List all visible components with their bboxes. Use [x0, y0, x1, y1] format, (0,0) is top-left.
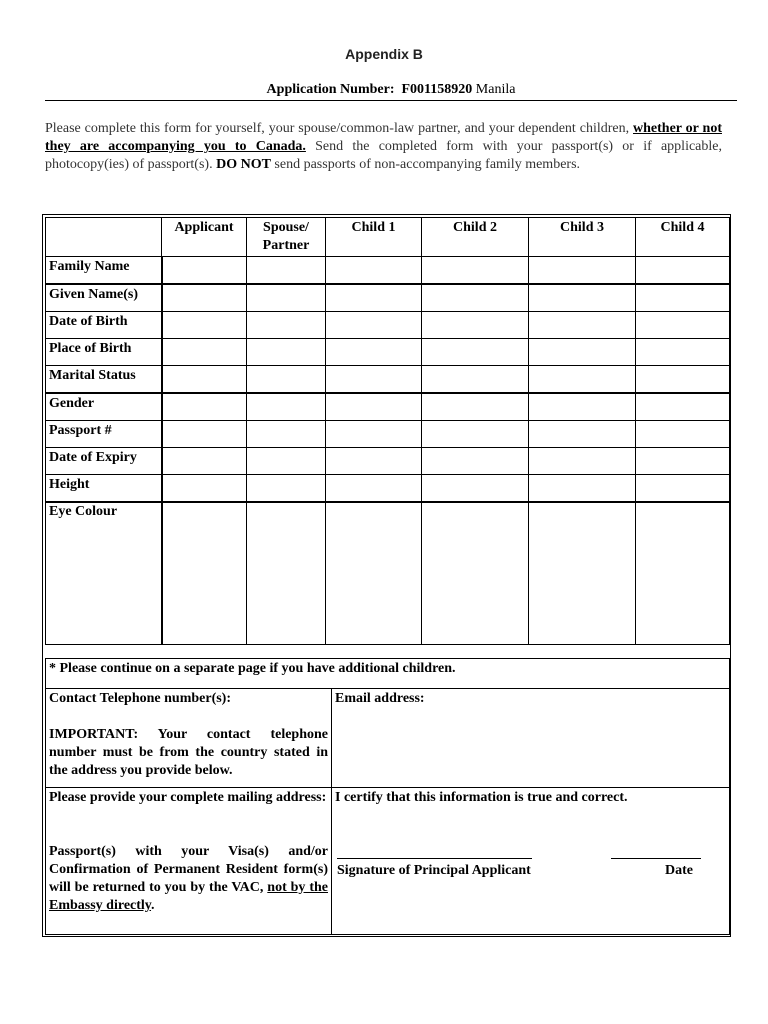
input-cell[interactable] — [247, 475, 326, 503]
input-cell[interactable] — [422, 421, 529, 448]
row-label: Family Name — [46, 257, 162, 285]
input-cell[interactable] — [326, 393, 422, 421]
mailing-address-cell[interactable] — [46, 788, 332, 935]
input-cell[interactable] — [162, 475, 247, 503]
table-row — [46, 312, 730, 339]
certification-cell — [332, 788, 730, 935]
input-cell[interactable] — [326, 502, 422, 645]
input-cell[interactable] — [422, 393, 529, 421]
input-cell[interactable] — [326, 284, 422, 312]
column-header-applicant: Applicant — [162, 218, 247, 257]
date-label: Date — [665, 863, 693, 878]
input-cell[interactable] — [247, 339, 326, 366]
input-cell[interactable] — [529, 421, 636, 448]
input-cell[interactable] — [162, 312, 247, 339]
input-cell[interactable] — [636, 366, 730, 394]
passport-note-underlined: not by the Embassy directly — [49, 880, 328, 913]
input-cell[interactable] — [162, 421, 247, 448]
certify-statement: I certify that this information is true and correct. — [335, 790, 628, 805]
important-note: IMPORTANT: Your contact telephone number must be from the country stated in the address you provide below. — [49, 727, 328, 778]
input-cell[interactable] — [529, 312, 636, 339]
table-row — [46, 475, 730, 503]
input-cell[interactable] — [247, 393, 326, 421]
email-cell[interactable] — [332, 689, 730, 788]
email-label: Email address: — [335, 691, 425, 706]
signature-line[interactable] — [337, 858, 532, 859]
intro-do-not: DO NOT — [216, 157, 271, 172]
input-cell[interactable] — [529, 257, 636, 285]
table-row — [46, 284, 730, 312]
appendix-title: Appendix B — [345, 46, 423, 62]
date-line[interactable] — [611, 858, 701, 859]
input-cell[interactable] — [422, 448, 529, 475]
mailing-address-label: Please provide your complete mailing address: — [49, 790, 327, 805]
table-row — [46, 421, 730, 448]
input-cell[interactable] — [162, 393, 247, 421]
input-cell[interactable] — [326, 366, 422, 394]
row-label: Passport # — [46, 421, 162, 448]
input-cell[interactable] — [326, 339, 422, 366]
input-cell[interactable] — [636, 421, 730, 448]
passport-note-text: Passport(s) with your Visa(s) and/or Confirmation of Permanent Resident form(s) will be returned to you by the VAC, — [49, 844, 328, 895]
family-info-table — [45, 217, 730, 645]
input-cell[interactable] — [529, 448, 636, 475]
table-row — [46, 502, 730, 645]
input-cell[interactable] — [529, 339, 636, 366]
input-cell[interactable] — [162, 502, 247, 645]
table-row — [46, 366, 730, 394]
intro-paragraph — [45, 120, 722, 174]
column-header-child-3: Child 3 — [529, 218, 636, 257]
row-label: Date of Birth — [46, 312, 162, 339]
input-cell[interactable] — [326, 312, 422, 339]
intro-text-1: Please complete this form for yourself, your spouse/common-law partner, and your dependent children, — [45, 121, 634, 136]
column-header — [46, 218, 162, 257]
table-row — [46, 448, 730, 475]
input-cell[interactable] — [326, 475, 422, 503]
row-label: Given Name(s) — [46, 284, 162, 312]
input-cell[interactable] — [636, 448, 730, 475]
row-label: Place of Birth — [46, 339, 162, 366]
contact-telephone-label: Contact Telephone number(s): — [49, 691, 232, 706]
intro-text-3: send passports of non-accompanying family members. — [270, 157, 581, 172]
row-label: Gender — [46, 393, 162, 421]
input-cell[interactable] — [162, 339, 247, 366]
contact-section — [45, 658, 730, 935]
table-row — [46, 339, 730, 366]
input-cell[interactable] — [636, 339, 730, 366]
application-number-label: Application Number: — [266, 82, 395, 97]
input-cell[interactable] — [162, 284, 247, 312]
input-cell[interactable] — [636, 502, 730, 645]
input-cell[interactable] — [636, 312, 730, 339]
input-cell[interactable] — [326, 257, 422, 285]
input-cell[interactable] — [529, 366, 636, 394]
signature-area — [335, 789, 726, 933]
input-cell[interactable] — [529, 284, 636, 312]
column-header-child-2: Child 2 — [422, 218, 529, 257]
input-cell[interactable] — [636, 393, 730, 421]
table-row — [46, 393, 730, 421]
input-cell[interactable] — [529, 393, 636, 421]
input-cell[interactable] — [422, 475, 529, 503]
form-frame — [42, 214, 731, 937]
application-number-value: F001158920 — [401, 82, 473, 97]
input-cell[interactable] — [636, 284, 730, 312]
row-label: Marital Status — [46, 366, 162, 394]
input-cell[interactable] — [422, 312, 529, 339]
column-header-child-1: Child 1 — [326, 218, 422, 257]
input-cell[interactable] — [247, 448, 326, 475]
input-cell[interactable] — [247, 366, 326, 394]
table-row — [46, 257, 730, 285]
input-cell[interactable] — [422, 257, 529, 285]
header-divider — [45, 100, 737, 101]
input-cell[interactable] — [529, 502, 636, 645]
input-cell[interactable] — [247, 312, 326, 339]
input-cell[interactable] — [422, 339, 529, 366]
input-cell[interactable] — [326, 421, 422, 448]
input-cell[interactable] — [422, 366, 529, 394]
input-cell[interactable] — [247, 421, 326, 448]
intro-underlined: whether or not they are accompanying you to Canada. — [45, 121, 722, 154]
input-cell[interactable] — [247, 502, 326, 645]
input-cell[interactable] — [636, 475, 730, 503]
application-city: Manila — [475, 82, 516, 97]
input-cell[interactable] — [247, 284, 326, 312]
row-label: Eye Colour — [46, 502, 162, 645]
input-cell[interactable] — [162, 448, 247, 475]
application-number-line — [0, 82, 768, 98]
column-header-spouse: Spouse/ Partner — [247, 218, 326, 257]
intro-text-2: Send the completed form with your passport(s) or if applicable, photocopy(ies) of passport(s). — [45, 139, 722, 172]
contact-telephone-cell[interactable] — [46, 689, 332, 788]
signature-label: Signature of Principal Applicant — [337, 863, 531, 878]
column-header-child-4: Child 4 — [636, 218, 730, 257]
row-label: Height — [46, 475, 162, 503]
table-header-row — [46, 218, 730, 257]
additional-children-note: * Please continue on a separate page if you have additional children. — [46, 659, 730, 689]
input-cell[interactable] — [422, 284, 529, 312]
row-label: Date of Expiry — [46, 448, 162, 475]
passport-note-end: . — [151, 898, 155, 913]
passport-return-note — [49, 843, 328, 915]
input-cell[interactable] — [162, 257, 247, 285]
input-cell[interactable] — [636, 257, 730, 285]
input-cell[interactable] — [247, 257, 326, 285]
input-cell[interactable] — [422, 502, 529, 645]
input-cell[interactable] — [162, 366, 247, 394]
input-cell[interactable] — [529, 475, 636, 503]
input-cell[interactable] — [326, 448, 422, 475]
